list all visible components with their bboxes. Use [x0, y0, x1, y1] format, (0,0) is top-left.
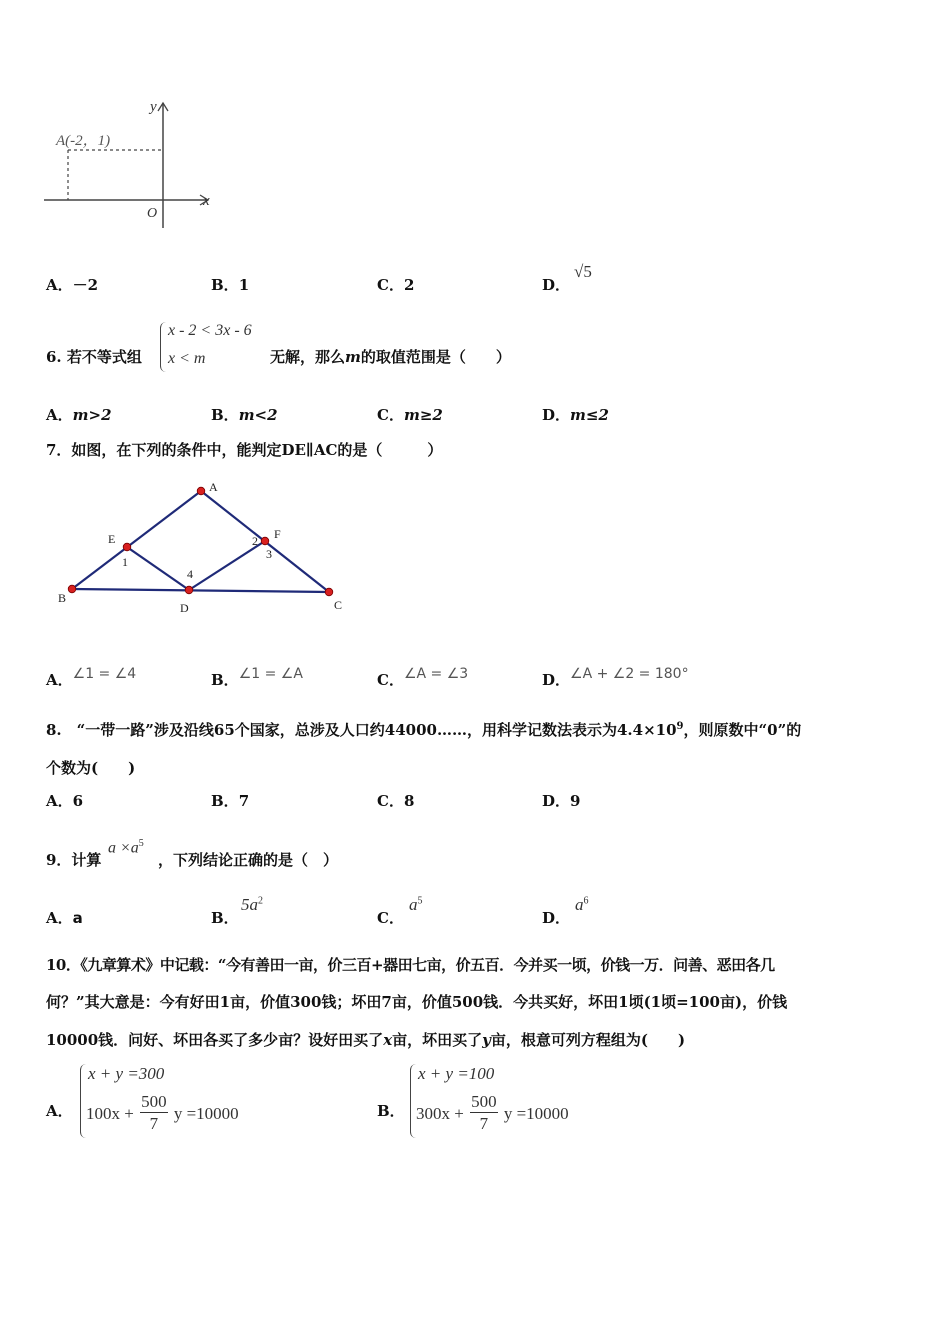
fraction-numerator: 500 — [141, 1092, 167, 1111]
option-letter: A． — [46, 406, 73, 424]
option-text: 6 — [72, 792, 84, 810]
option-letter: C． — [377, 909, 404, 927]
q8-line-1 — [46, 719, 801, 740]
option-letter: A． — [46, 671, 73, 689]
q8-option-d — [542, 790, 580, 811]
sqrt5-expression: √5 — [574, 262, 592, 281]
option-text: a — [575, 895, 584, 914]
angle-1: 1 — [122, 555, 128, 569]
option-letter: A． — [46, 909, 73, 927]
q8-line-2: 个数为( ) — [46, 759, 136, 777]
q10-line-2: 何？”其大意是：今有好田1亩，价值300钱；坏田7亩，价值500钱．今共买好，坏田1顷(1顷=100亩)，价钱 — [46, 993, 788, 1011]
eq2-pre: 300x + — [416, 1104, 464, 1123]
q5-option-c — [377, 274, 414, 295]
option-letter: B． — [211, 909, 239, 927]
option-letter: B． — [211, 406, 239, 424]
q9-option-c-expr — [409, 895, 423, 915]
triangle-figure — [50, 478, 360, 618]
q10-var-x: x — [383, 1031, 393, 1049]
option-letter: A． — [46, 276, 73, 294]
q8-option-a — [46, 790, 83, 811]
eq2-post: y =10000 — [503, 1104, 569, 1123]
origin-label: O — [147, 206, 158, 221]
q9-expr-base: a ×a — [108, 839, 139, 857]
q6-option-c — [377, 404, 443, 425]
q10-option-b-eq1: x + y =100 — [418, 1064, 495, 1083]
option-sup: 5 — [417, 895, 423, 907]
q7-option-c — [377, 666, 469, 690]
q10-option-a-eq1: x + y =300 — [88, 1064, 165, 1083]
option-letter: A． — [46, 792, 73, 810]
q8-exponent: 9 — [676, 721, 684, 732]
q6-option-b — [211, 404, 278, 425]
segment-ed — [127, 547, 189, 590]
q7-stem: 7．如图，在下列的条件中，能判定DE∥AC的是（ ） — [46, 441, 443, 459]
option-letter: C． — [377, 276, 404, 294]
q9-option-a — [46, 907, 83, 928]
option-text: 1 — [238, 276, 250, 294]
option-text: a — [409, 895, 418, 914]
angle-4: 4 — [187, 567, 193, 581]
segment-df — [189, 541, 265, 590]
label-a: A — [209, 480, 218, 494]
q10-option-b-letter: B． — [377, 1102, 405, 1120]
option-letter: C． — [377, 406, 404, 424]
option-letter: D． — [542, 406, 571, 424]
eq2-pre: 100x + — [86, 1104, 134, 1123]
point-a — [197, 487, 205, 495]
q7-option-b — [211, 666, 303, 690]
q9-suffix: ，下列结论正确的是（ ） — [158, 851, 339, 869]
q6-inequality-2: x < m — [168, 350, 206, 367]
option-letter: D． — [542, 792, 571, 810]
option-text: ∠1 = ∠4 — [72, 666, 137, 682]
option-text: 8 — [403, 792, 415, 810]
option-text: 7 — [238, 792, 250, 810]
option-text: －2 — [72, 276, 99, 294]
label-f: F — [274, 527, 281, 541]
q10-line-3 — [46, 1029, 685, 1050]
fraction — [140, 1092, 168, 1135]
q10-var-y: y — [482, 1031, 491, 1049]
option-letter: B． — [211, 276, 239, 294]
q8-option-c — [377, 790, 414, 811]
option-letter: D． — [542, 276, 571, 294]
q5-option-a — [46, 274, 98, 295]
q10-option-a-letter: A． — [46, 1102, 73, 1120]
segment-ba — [72, 491, 201, 589]
fraction-denominator: 7 — [149, 1114, 159, 1133]
option-letter: D． — [542, 909, 571, 927]
q8-text-a: 8. “一带一路”涉及沿线65个国家，总涉及人口约44000……，用科学记数法表示为4.4×10 — [46, 721, 677, 739]
option-text: m≤2 — [570, 406, 609, 424]
y-axis-label: y — [150, 99, 157, 115]
option-text: m>2 — [72, 406, 112, 424]
q10-line-1: 10．《九章算术》中记载：“今有善田一亩，价三百+器田七亩，价五百．今并买一顷，价钱一万．问善、恶田各几 — [46, 956, 775, 974]
angle-3: 3 — [266, 547, 272, 561]
q6-option-a — [46, 404, 112, 425]
q10-text-c: 亩，根意可列方程组为( ) — [490, 1031, 686, 1049]
q6-suffix — [270, 346, 511, 367]
label-e: E — [108, 532, 116, 546]
point-f — [261, 537, 269, 545]
option-letter: C． — [377, 792, 404, 810]
q8-text-b: ，则原数中“0”的 — [683, 721, 802, 739]
option-sup: 6 — [583, 895, 589, 907]
q10-text-a: 10000钱．问好、坏田各买了多少亩？设好田买了 — [46, 1031, 384, 1049]
q7-option-d — [542, 666, 689, 690]
q6-brace — [160, 322, 167, 372]
option-letter: C． — [377, 671, 404, 689]
label-b: B — [58, 591, 67, 605]
q9-option-c — [377, 907, 404, 928]
q6-option-d — [542, 404, 609, 425]
option-text: 2 — [403, 276, 415, 294]
q5-option-d — [542, 274, 570, 295]
option-text: ∠A = ∠3 — [403, 666, 469, 682]
q5-option-b — [211, 274, 249, 295]
option-text: m<2 — [238, 406, 278, 424]
fraction-denominator: 7 — [479, 1114, 489, 1133]
q8-option-b — [211, 790, 249, 811]
q9-expression — [108, 838, 144, 857]
fraction-numerator: 500 — [471, 1092, 497, 1111]
q9-expr-exponent: 5 — [138, 838, 144, 849]
segment-bc — [72, 589, 329, 592]
point-a-label: A(-2，1) — [56, 133, 111, 149]
q10-option-b-eq2 — [416, 1092, 569, 1136]
q6-inequality-1: x - 2 < 3x - 6 — [168, 322, 252, 339]
option-text: m≥2 — [403, 406, 443, 424]
option-sup: 2 — [258, 895, 263, 907]
q6-prefix: 6. 若不等式组 — [46, 348, 142, 366]
label-c: C — [334, 598, 343, 612]
q6-suffix-a: 无解，那么 — [270, 348, 346, 366]
option-text: ∠A + ∠2 = 180° — [570, 666, 689, 682]
option-text: 9 — [570, 792, 581, 810]
point-d — [185, 586, 193, 594]
eq2-post: y =10000 — [173, 1104, 239, 1123]
angle-2: 2 — [252, 534, 258, 548]
point-b — [68, 585, 76, 593]
option-text: 5a — [241, 895, 258, 914]
option-letter: B． — [211, 792, 239, 810]
q9-option-b-expr — [241, 895, 263, 915]
option-text: ∠1 = ∠A — [238, 666, 303, 682]
option-letter: B． — [211, 671, 239, 689]
coordinate-graph — [40, 95, 220, 235]
q9-option-b — [211, 907, 239, 928]
fraction — [470, 1092, 498, 1135]
option-letter: D． — [542, 671, 571, 689]
q9-option-d — [542, 907, 570, 928]
q7-option-a — [46, 666, 137, 690]
q10-option-a-eq2 — [86, 1092, 239, 1136]
point-e — [123, 543, 131, 551]
q9-option-d-expr — [575, 895, 589, 915]
label-d: D — [180, 601, 189, 615]
point-c — [325, 588, 333, 596]
q6-var: m — [345, 348, 361, 366]
x-axis-label: x — [203, 193, 210, 209]
q9-prefix: 9．计算 — [46, 851, 102, 869]
q6-suffix-b: 的取值范围是（ ） — [360, 348, 511, 366]
q10-text-b: 亩，坏田买了 — [392, 1031, 483, 1049]
option-text: a — [72, 909, 83, 927]
